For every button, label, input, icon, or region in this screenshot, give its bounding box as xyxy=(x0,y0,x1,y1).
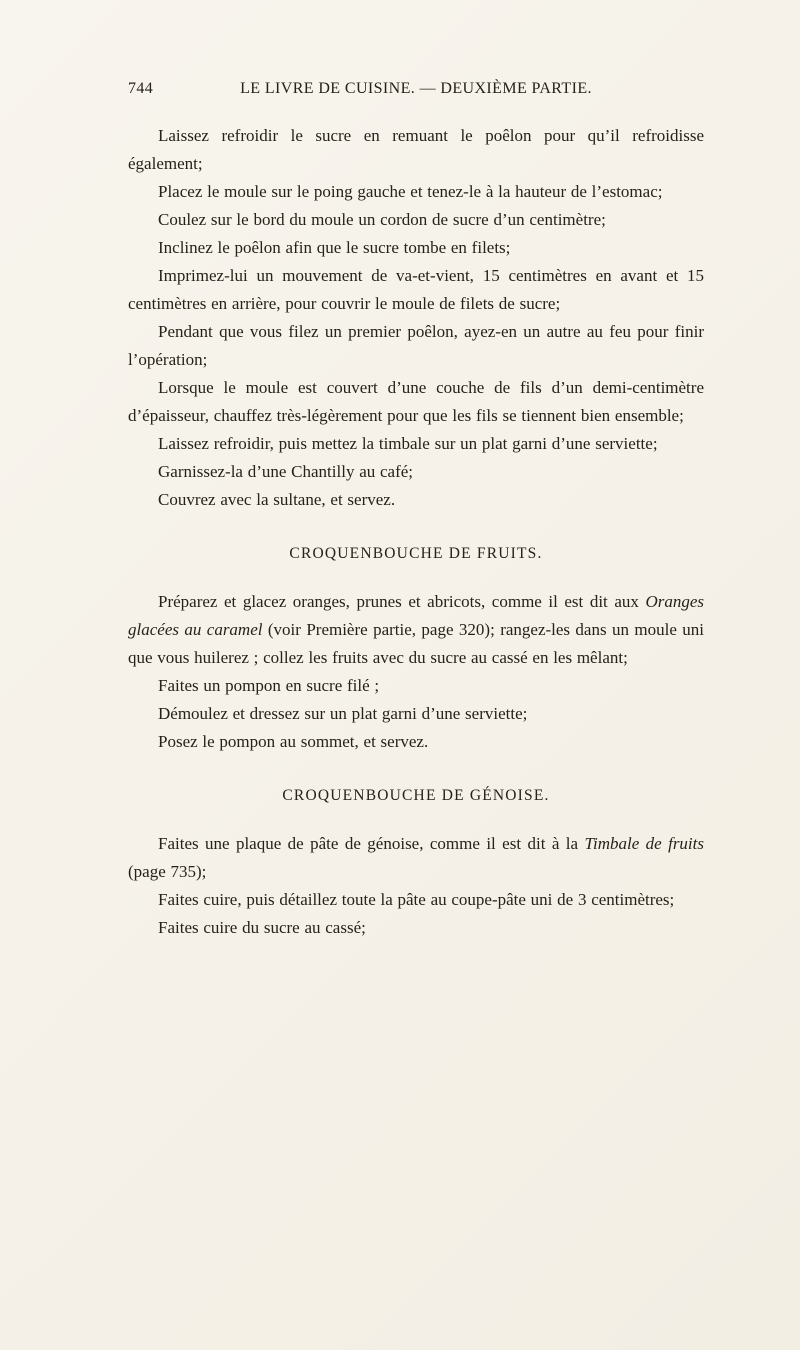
text-run: Faites un pompon en sucre filé ; xyxy=(158,676,380,695)
paragraph xyxy=(128,486,704,514)
running-title: LE LIVRE DE CUISINE. — DEUXIÈME PARTIE. xyxy=(240,80,592,97)
paragraph xyxy=(128,234,704,262)
text-run: CROQUENBOUCHE DE FRUITS. xyxy=(289,545,543,562)
text-run: Laissez refroidir, puis mettez la timbale sur un plat garni d’une serviette; xyxy=(158,434,658,453)
paragraph xyxy=(128,318,704,374)
text-run: Pendant que vous filez un premier poêlon, ayez-en un autre au feu pour finir l’opération; xyxy=(128,322,704,369)
text-run: Posez le pompon au sommet, et servez. xyxy=(158,732,429,751)
section-heading xyxy=(128,786,704,806)
text-run: Coulez sur le bord du moule un cordon de sucre d’un centimètre; xyxy=(158,210,606,229)
text-run: (voir Première partie, page 320); rangez-les dans un moule uni que vous huilerez ; collez les fruits avec du sucre au cassé en les mêlant; xyxy=(128,620,705,667)
text-run: Faites une plaque de pâte de génoise, comme il est dit à la xyxy=(158,834,585,853)
paragraph xyxy=(128,588,704,672)
paragraph xyxy=(128,374,704,430)
text-run: Garnissez-la d’une Chantilly au café; xyxy=(158,462,414,481)
text-run: Laissez refroidir le sucre en remuant le poêlon pour qu’il refroidisse également; xyxy=(128,126,704,173)
text-run: CROQUENBOUCHE DE GÉNOISE. xyxy=(282,787,550,804)
text-run: Préparez et glacez oranges, prunes et abricots, comme il est dit aux xyxy=(158,592,646,611)
paragraph xyxy=(128,672,704,700)
section-heading xyxy=(128,544,704,564)
italic-reference-text: Timbale de fruits xyxy=(584,834,704,853)
text-run: Imprimez-lui un mouvement de va-et-vient, 15 centimètres en avant et 15 centimètres en arrière, pour couvrir le moule de filets de sucre; xyxy=(128,266,704,313)
italic-reference-text: Oranges glacées au caramel xyxy=(128,592,704,639)
text-run: Faites cuire du sucre au cassé; xyxy=(158,918,366,937)
paragraph xyxy=(128,122,704,178)
text-run: Couvrez avec la sultane, et servez. xyxy=(158,490,396,509)
text-run: Placez le moule sur le poing gauche et tenez-le à la hauteur de l’estomac; xyxy=(158,182,663,201)
page-header xyxy=(128,80,704,104)
paragraph xyxy=(128,914,704,942)
text-run: Lorsque le moule est couvert d’une couche de fils d’un demi-centimètre d’épaisseur, chauffez très-légèrement pour que les fils se tiennent bien ensemble; xyxy=(128,378,704,425)
paragraph xyxy=(128,178,704,206)
text-run: Démoulez et dressez sur un plat garni d’une serviette; xyxy=(158,704,528,723)
page-body xyxy=(128,122,704,942)
paragraph xyxy=(128,206,704,234)
paragraph xyxy=(128,886,704,914)
paragraph xyxy=(128,830,704,886)
paragraph xyxy=(128,728,704,756)
text-run: Faites cuire, puis détaillez toute la pâte au coupe-pâte uni de 3 centimètres; xyxy=(158,890,675,909)
paragraph xyxy=(128,262,704,318)
paragraph xyxy=(128,430,704,458)
text-run: (page 735); xyxy=(128,862,207,881)
page-number: 744 xyxy=(128,80,154,97)
text-run: Inclinez le poêlon afin que le sucre tombe en filets; xyxy=(158,238,511,257)
paragraph xyxy=(128,700,704,728)
paragraph xyxy=(128,458,704,486)
